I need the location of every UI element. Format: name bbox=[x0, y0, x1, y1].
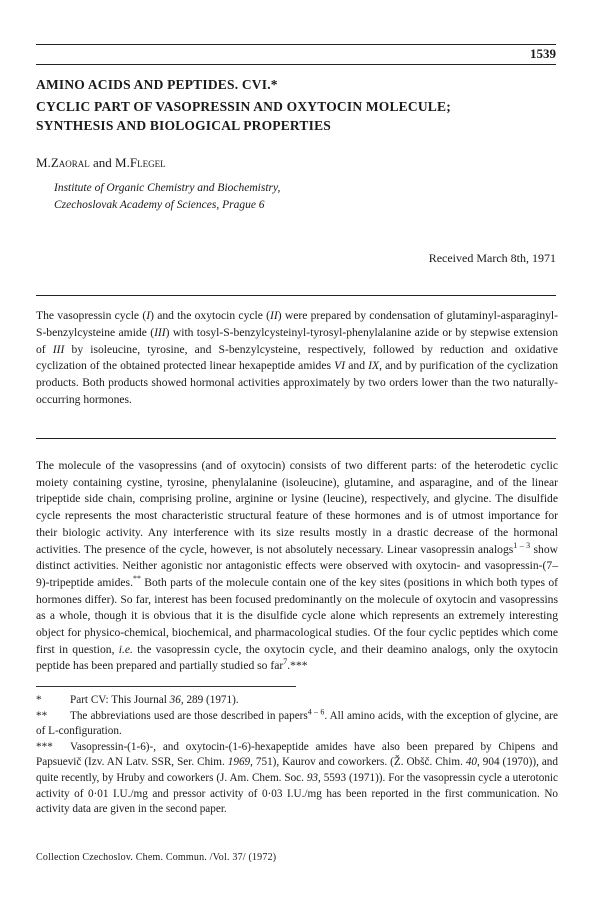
abstract bbox=[36, 308, 558, 409]
compound-label: IX bbox=[368, 359, 380, 373]
body-text-run: show distinct activities. Neither agonistic nor antagonistic effects were observed with oxytocin- and vasopressin-(7–9)-tripeptide amides. bbox=[36, 542, 558, 589]
body-italic: i.e. bbox=[118, 642, 133, 656]
footnote-mark: ** bbox=[36, 709, 48, 722]
footnote-rule bbox=[36, 686, 296, 687]
footnote-text: Vasopressin-(1-6)-, and oxytocin-(1-6)-hexapeptide amides have also been prepared by Chipens and Papsuevič (Izv. AN Latv. SSR, Ser. Chim. bbox=[36, 740, 558, 769]
page-number: 1539 bbox=[530, 46, 556, 61]
reference-superscript: 1 – 3 bbox=[513, 540, 531, 550]
article-title-line-2: SYNTHESIS AND BIOLOGICAL PROPERTIES bbox=[36, 118, 331, 133]
abstract-rule-bottom bbox=[36, 438, 556, 439]
reference-superscript: 4 – 6 bbox=[307, 706, 325, 716]
footnote-italic: 1969 bbox=[227, 756, 251, 769]
body-text-run: The molecule of the vasopressins (and of oxytocin) consists of two different parts: of the heterodetic cyclic moiety containing cystine, tyrosine, phenylalanine (isoleucine), glutamine, and asparagine, and of the linear tripeptide side chain, comprising proline, arginine or lysine (leucine), respectively, and glycine. The disulfide cycle represents the most characteristic structural feature of these hormones and is of utmost importance for their biologic activity. Any interference with its size results mostly in a drastic decrease of the hormonal activities. The presence of the cycle, however, is not absolutely necessary. Linear vasopressin analogs bbox=[36, 459, 558, 556]
footnote-italic: 40 bbox=[465, 756, 478, 769]
abstract-rule-top bbox=[36, 295, 556, 296]
footnote-text: . All amino acids, with the exception of glycine, are of L-configuration. bbox=[36, 709, 558, 738]
body-text-run: Both parts of the molecule contain one of the key sites (positions in which both types of hormones differ). So far, interest has been focused predominantly on the molecule of oxytocin and vasopressins as a whole, though it is obvious that it is the disulfide cycle alone which represents an extremely interesting object for physico-chemical, biochemical, and pharmacological studies. Of the four cyclic peptides which come first in question, bbox=[36, 575, 558, 656]
body-paragraph bbox=[36, 458, 558, 675]
series-title: AMINO ACIDS AND PEPTIDES. CVI.* bbox=[36, 77, 278, 92]
footnotes bbox=[36, 693, 558, 818]
body-text bbox=[36, 458, 558, 675]
header-rule-top bbox=[36, 44, 556, 45]
affiliation-line-2: Czechoslovak Academy of Sciences, Prague 6 bbox=[54, 199, 265, 211]
compound-label: III bbox=[52, 342, 65, 356]
abstract-text: by isoleucine, tyrosine, and S-benzylcysteine, respectively, followed by reduction and oxidative cyclization of the obtained protected linear hexapeptide amides bbox=[36, 342, 559, 373]
footnote-text: , 5593 (1971)). For the vasopressin cycle a uterotonic activity of 0·01 I.U./mg and pressor activity of 0·03 I.U./mg has been reported in the first communication. No activity data are given in the second paper. bbox=[36, 771, 558, 816]
abstract-text: and bbox=[345, 359, 369, 373]
author-conjunction: and bbox=[89, 155, 116, 170]
received-date: Received March 8th, 1971 bbox=[428, 251, 556, 265]
body-text-run: .*** bbox=[287, 659, 308, 673]
author-2-initial: M. bbox=[115, 155, 130, 170]
footnote-italic: 93 bbox=[306, 771, 319, 784]
affiliation-line-1: Institute of Organic Chemistry and Biochemistry, bbox=[54, 182, 281, 194]
footnote-marker: ** bbox=[132, 574, 141, 584]
article-title bbox=[36, 97, 566, 135]
footnote-text: , 751), Kaurov and coworkers. (Ž. Obšč. Chim. bbox=[250, 756, 466, 769]
article-title-line-1: CYCLIC PART OF VASOPRESSIN AND OXYTOCIN MOLECULE; bbox=[36, 99, 451, 114]
author-list bbox=[36, 155, 166, 171]
abstract-text: ) with tosyl-S-benzylcysteinyl-tyrosyl-phenylalanine azide or by stepwise extension of bbox=[36, 325, 558, 356]
author-2-surname: Flegel bbox=[129, 155, 166, 170]
reference-superscript: 7 bbox=[283, 657, 288, 667]
footnote-text: , 904 (1970)), and quite recently, by Hruby and coworkers (J. Am. Chem. Soc. bbox=[36, 756, 558, 784]
abstract-text: ) and the oxytocin cycle ( bbox=[150, 309, 270, 322]
body-text-run: the vasopressin cycle, the oxytocin cycle, and their deamino analogs, only the oxytocin peptide has been prepared and partially studied so far bbox=[36, 642, 559, 673]
header-rule-bottom bbox=[36, 64, 556, 65]
footnote-3 bbox=[36, 740, 558, 818]
compound-label: I bbox=[146, 309, 151, 322]
affiliation bbox=[54, 180, 280, 214]
author-1-initial: M. bbox=[36, 155, 51, 170]
footnote-text: , 289 (1971). bbox=[180, 694, 239, 706]
abstract-text: ) were prepared by condensation of glutaminyl-asparaginyl-S-benzylcysteine amide ( bbox=[36, 309, 558, 339]
author-1-surname: Zaoral bbox=[50, 155, 90, 170]
footnote-italic: 36 bbox=[169, 694, 181, 706]
abstract-text: The vasopressin cycle ( bbox=[36, 309, 147, 322]
footnote-mark: *** bbox=[36, 740, 53, 753]
compound-label: III bbox=[154, 325, 166, 339]
footnote-2 bbox=[36, 706, 558, 740]
footnote-text: Part CV: This Journal bbox=[70, 694, 170, 706]
compound-label: VI bbox=[334, 359, 346, 373]
footnote-1 bbox=[36, 693, 558, 709]
abstract-text: , and by purification of the cyclization products. Both products showed hormonal activities approximately by two orders lower than the two naturally-occurring hormones. bbox=[36, 359, 558, 406]
footnote-text: The abbreviations used are those described in papers bbox=[70, 709, 308, 722]
journal-footer: Collection Czechoslov. Chem. Commun. /Vol. 37/ (1972) bbox=[36, 852, 277, 863]
abstract-paragraph bbox=[36, 308, 558, 409]
footnote-mark: * bbox=[36, 694, 42, 706]
compound-label: II bbox=[270, 309, 278, 322]
